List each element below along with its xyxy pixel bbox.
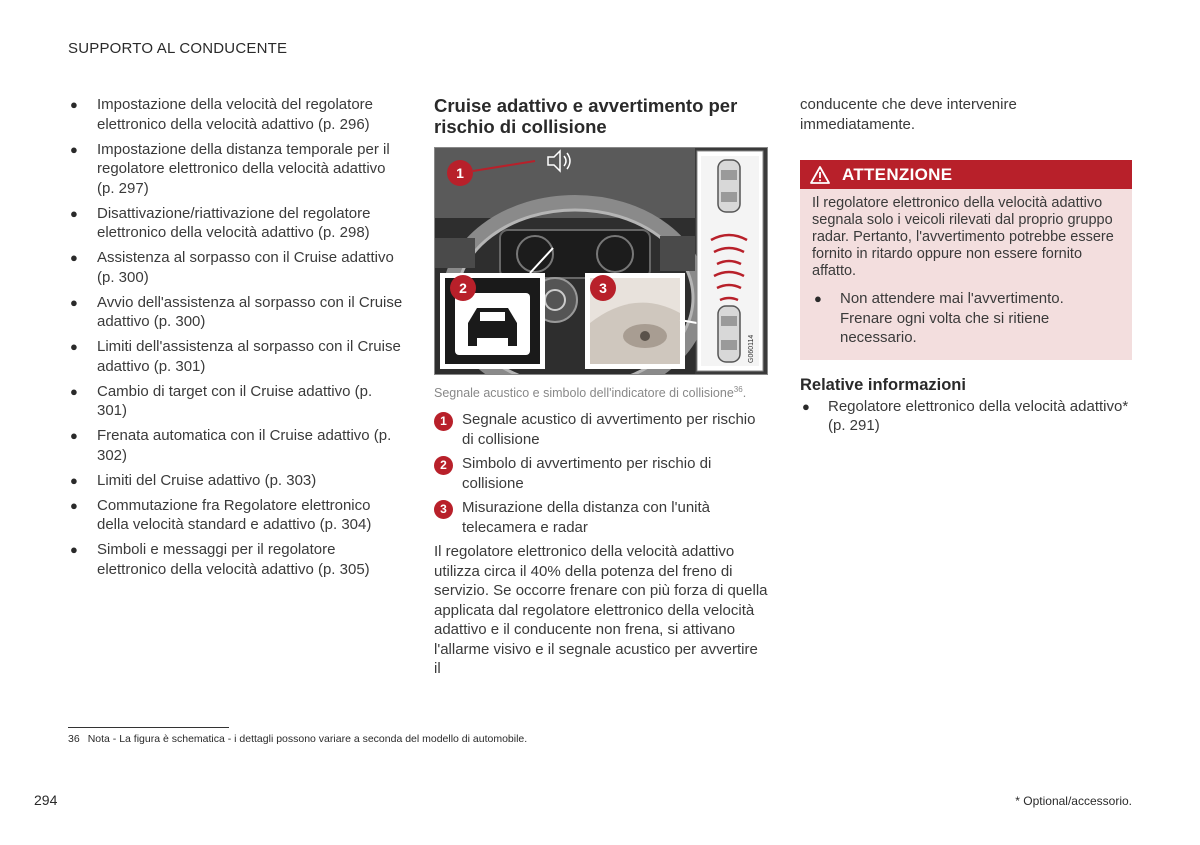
callout-number: 1 <box>434 412 453 431</box>
marker-3: 3 <box>599 280 607 296</box>
bullet: ● <box>70 542 78 557</box>
warning-triangle-icon <box>810 166 830 184</box>
dashboard-illustration <box>435 148 767 374</box>
bullet: ● <box>70 294 78 310</box>
right-column <box>800 95 1132 436</box>
list-item: ● Cambio di target con il Cruise adattivo (p. 301) <box>70 382 373 419</box>
footnote-ref: 36 <box>733 385 743 394</box>
body-paragraph: Il regolatore elettronico della velocità adattivo utilizza circa il 40% della potenza del freno di servizio. Se occorre frenare con più forza di quella applicata dal regolatore elettronico della velocità adattivo e il conducente non frena, si attivano l'allarme visivo e il segnale acustico per avvertire il <box>434 543 768 678</box>
callout-number: 3 <box>434 500 453 519</box>
figure-code: G060114 <box>748 334 755 363</box>
bullet: ● <box>70 339 78 354</box>
marker-2: 2 <box>459 280 467 296</box>
list-item: ● Avvio dell'assistenza al sorpasso con il Cruise adattivo (p. 300) <box>70 293 403 330</box>
related-title: Relative informazioni <box>800 375 966 394</box>
warning-text: Il regolatore elettronico della velocità adattivo segnala solo i veicoli rilevati dal proprio gruppo radar. Pertanto, l'avvertimento potrebbe essere fornito in ritardo oppure non essere fornito affatto. <box>812 195 1114 279</box>
callout-number: 2 <box>434 456 453 475</box>
list-item: ● Limiti del Cruise adattivo (p. 303) <box>70 471 317 489</box>
list-item: ● Assistenza al sorpasso con il Cruise adattivo (p. 300) <box>70 249 394 286</box>
warning-bullet: ● Non attendere mai l'avvertimento. Frenare ogni volta che si ritiene necessario. <box>814 290 1064 346</box>
warning-label: ATTENZIONE <box>842 164 953 184</box>
bullet: ● <box>70 205 78 221</box>
bullet: ● <box>70 472 78 488</box>
bullet: ● <box>70 250 78 265</box>
callout-item: 1 Segnale acustico di avvertimento per rischio di collisione <box>434 410 768 449</box>
bullet: ● <box>802 398 810 414</box>
footnote-divider <box>68 727 229 728</box>
bullet: ● <box>70 428 78 443</box>
list-item: ● Commutazione fra Regolatore elettronico della velocità standard e adattivo (p. 304) <box>70 496 372 533</box>
related-link[interactable]: ● Regolatore elettronico della velocità adattivo* (p. 291) <box>802 397 1129 434</box>
related-list <box>800 397 1132 436</box>
list-item: ● Limiti dell'assistenza al sorpasso con il Cruise adattivo (p. 301) <box>70 338 401 375</box>
bullet: ● <box>70 497 78 513</box>
bullet: ● <box>70 383 78 399</box>
page-number: 294 <box>34 792 58 808</box>
bullet: ● <box>70 141 78 157</box>
callout-list <box>434 410 768 537</box>
figure-caption: Segnale acustico e simbolo dell'indicatore di collisione$^{36}$. <box>434 385 747 401</box>
callout-item: 3 Misurazione della distanza con l'unità telecamera e radar <box>434 498 768 537</box>
page-header: SUPPORTO AL CONDUCENTE <box>68 40 288 57</box>
list-item: ● Impostazione della distanza temporale per il regolatore elettronico della velocità adattivo (p. 297) <box>70 140 390 197</box>
left-reference-list <box>68 95 403 585</box>
list-item: ● Disattivazione/riattivazione del regolatore elettronico della velocità adattivo (p. 298) <box>70 204 371 241</box>
collision-warning-figure <box>434 147 768 375</box>
bullet: ● <box>814 291 822 306</box>
callout-item: 2 Simbolo di avvertimento per rischio di collisione <box>434 454 768 493</box>
list-item: ● Impostazione della velocità del regolatore elettronico della velocità adattivo (p. 296) <box>70 96 373 133</box>
list-item: ● Simboli e messaggi per il regolatore elettronico della velocità adattivo (p. 305) <box>70 541 370 578</box>
section-title: Cruise adattivo e avvertimento per rischio di collisione <box>434 95 738 137</box>
footnote-text: Nota - La figura è schematica - i dettagli possono variare a seconda del modello di automobile. <box>87 733 528 745</box>
footnote <box>68 733 527 745</box>
own-car <box>718 306 740 362</box>
bullet: ● <box>70 97 78 112</box>
marker-1: 1 <box>456 165 464 181</box>
car-ahead <box>718 160 740 212</box>
section-cruise-collision <box>434 95 768 679</box>
continued-paragraph: conducente che deve intervenire immediatamente. <box>800 96 1017 133</box>
list-item: ● Frenata automatica con il Cruise adattivo (p. 302) <box>70 427 392 464</box>
optional-note: * Optional/accessorio. <box>1015 794 1132 808</box>
warning-box <box>800 160 1132 360</box>
warning-body <box>800 189 1132 360</box>
warning-header <box>800 160 1132 189</box>
footnote-number: 36 <box>68 733 80 745</box>
